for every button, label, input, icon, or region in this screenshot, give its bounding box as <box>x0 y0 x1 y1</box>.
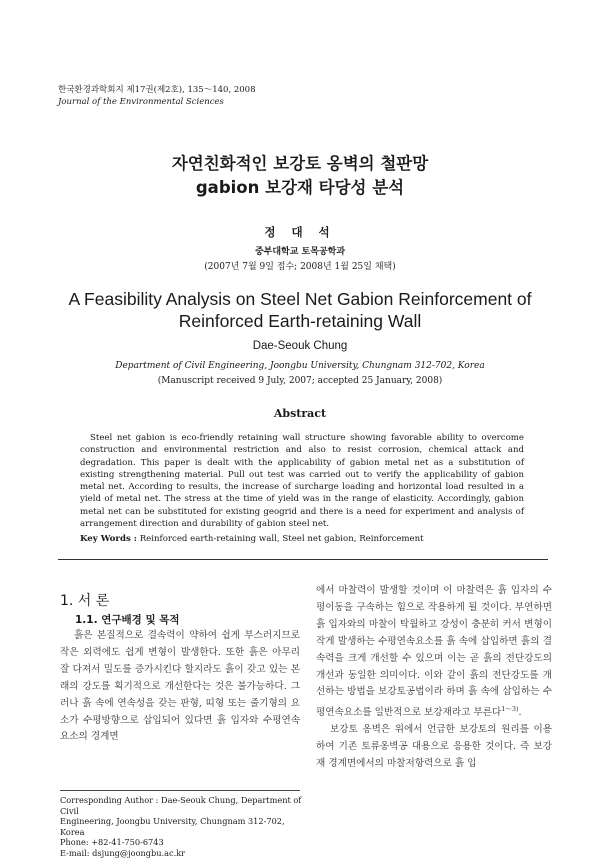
english-affiliation: Department of Civil Engineering, Joongbu University, Chungnam 312-702, Korea <box>0 361 600 371</box>
korean-affiliation: 중부대학교 토목공학과 <box>0 244 600 257</box>
korean-title-line1: 자연친화적인 보강토 옹벽의 철판망 <box>0 152 600 176</box>
footnote-line2: Engineering, Joongbu University, Chungnam 312-702, Korea <box>60 816 310 837</box>
korean-dates: (2007년 7월 9일 접수; 2008년 1월 25일 채택) <box>0 259 600 272</box>
journal-english: Journal of the Environmental Sciences <box>58 96 255 108</box>
footnote-line1: Corresponding Author : Dae-Seouk Chung, Department of Civil <box>60 795 310 816</box>
english-title <box>0 288 600 332</box>
right-paragraph-2: 보강토 옹벽은 위에서 언급한 보강토의 원리를 이용하여 기존 토류옹벽공 대용으로 응용한 것이다. 즉 보강재 경계면에서의 마찰저항력으로 흙 입 <box>316 722 552 773</box>
divider <box>58 559 548 560</box>
keywords <box>80 534 540 544</box>
journal-korean: 한국환경과학회지 제17권(제2호), 135～140, 2008 <box>58 84 255 96</box>
journal-header <box>58 84 255 108</box>
korean-title <box>0 152 600 200</box>
abstract-heading: Abstract <box>0 407 600 420</box>
right-paragraph-1 <box>316 583 552 722</box>
subsection-heading: 1.1. 연구배경 및 목적 <box>75 612 180 627</box>
keywords-label: Key Words : <box>80 534 137 544</box>
citation: 1～3) <box>501 705 518 713</box>
keywords-text: Reinforced earth-retaining wall, Steel net gabion, Reinforcement <box>140 534 424 544</box>
english-title-line2: Reinforced Earth-retaining Wall <box>0 310 600 332</box>
footnote-line3: Phone: +82-41-750-6743 <box>60 837 310 848</box>
english-dates: (Manuscript received 9 July, 2007; accepted 25 January, 2008) <box>0 376 600 386</box>
footnote-divider <box>60 790 300 791</box>
korean-title-line2: gabion 보강재 타당성 분석 <box>0 176 600 200</box>
right-para1-text: 에서 마찰력이 발생할 것이며 이 마찰력은 흙 입자의 수평이동을 구속하는 힘으로 작용하게 될 것이다. 부연하면 흙 입자와의 마찰이 탁월하고 강성이 충분히 커서 변형이 작게 발생하는 수평연속요소를 흙 속에 삽입하면 흙의 결속력을 크게 개선할 수 있으며 이는 곧 흙의 전단강도의 개선과 동일한 의미이다. 이와 같이 흙의 전단강도를 개선하는 방법을 보강토공법이라 하며 흙 속에 삽입하는 수평연속요소를 일반적으로 보강재라고 부른다 <box>316 585 552 719</box>
left-paragraph: 흙은 본질적으로 결속력이 약하여 쉽게 부스러지므로 작은 외력에도 쉽게 변형이 발생한다. 또한 흙은 아무리 잘 다져서 밀도를 증가시킨다 할지라도 흙이 갖고 있는 본래의 강도를 획기적으로 개선한다는 것은 불가능하다. 그러나 흙 속에 연속성을 갖는 판형, 띠형 또는 줄기형의 요소가 수평방향으로 삽입되어 있다면 흙 입자와 수평연속요소의 경계면 <box>60 628 300 746</box>
english-author: Dae-Seouk Chung <box>0 340 600 352</box>
right-para1-end: . <box>519 708 522 719</box>
abstract-body: Steel net gabion is eco-friendly retaining wall structure showing favorable ability to overcome construction and environmental restriction and also to resist corrosion, chemical attack and degradation. This paper is dealt with the applicability of gabion metal net as a substitution of existing strengthening material. Pull out test was carried out to verify the applicability of gabion metal net. According to results, the increase of surcharge loading and horizontal load resulted in a yield of metal net. The stress at the time of yield was in the range of elasticity. Accordingly, gabion metal net can be substituted for existing geogrid and there is a need for experiment and analysis of arrangement direction and durability of gabion steel net. <box>80 432 524 530</box>
section-heading: 1. 서 론 <box>60 590 109 610</box>
left-column <box>60 628 300 746</box>
korean-author: 정 대 석 <box>0 224 600 240</box>
right-column <box>316 583 552 773</box>
english-title-line1: A Feasibility Analysis on Steel Net Gabion Reinforcement of <box>0 288 600 310</box>
footnote-line4: E-mail: dsjung@joongbu.ac.kr <box>60 848 310 858</box>
footnote <box>60 795 310 858</box>
